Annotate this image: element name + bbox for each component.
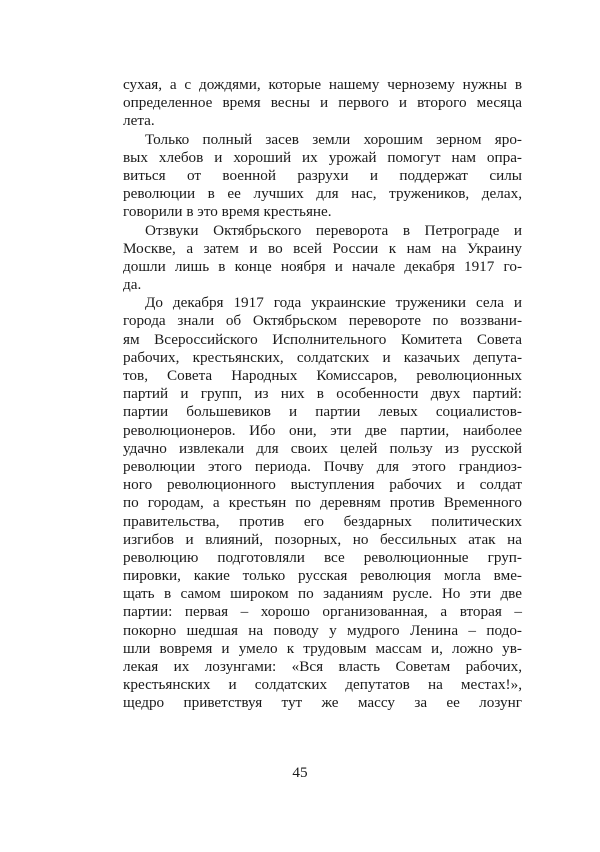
text-line: щедро приветствуя тут же массу за ее лозунг	[123, 694, 522, 712]
text-line: говорили в это время крестьяне.	[123, 203, 332, 221]
text-line: лекая их лозунгами: «Вся власть Советам рабочих,	[123, 658, 522, 675]
text-line: революции в ее лучших для нас, тружеников, делах,	[123, 185, 522, 203]
text-line: города знали об Октябрьском перевороте по воззвани-	[123, 312, 522, 330]
text-line: по городам, а крестьян по деревням против Временного	[123, 494, 522, 512]
text-line: определенное время весны и первого и второго месяца	[123, 94, 522, 112]
text-line: революционеров. Ибо они, эти две партии, наиболее	[123, 421, 522, 439]
page-body-text	[123, 76, 522, 713]
text-line: крестьянских и солдатских депутатов на местах!»,	[123, 676, 522, 694]
text-line: Отзвуки Октябрьского переворота в Петрограде и	[145, 221, 522, 239]
text-line: революции этого периода. Почву для этого грандиоз-	[123, 457, 522, 475]
text-line: пировки, какие только русская революция могла вме-	[123, 567, 522, 585]
text-line: лета.	[123, 112, 155, 130]
text-line: Москве, а затем и во всей России к нам на Украину	[123, 239, 522, 257]
text-line: виться от военной разрухи и поддержат силы	[123, 166, 522, 184]
text-line: революцию подготовляли все революционные груп-	[123, 548, 522, 566]
text-line: правительства, против его бездарных политических	[123, 512, 522, 530]
text-line: партий и групп, из них в особенности двух партий:	[123, 385, 522, 403]
text-line: До декабря 1917 года украинские труженики села и	[145, 294, 522, 312]
text-line: сухая, а с дождями, которые нашему чернозему нужны в	[123, 76, 522, 93]
text-line: ям Всероссийского Исполнительного Комитета Совета	[123, 330, 522, 348]
text-line: покорно шедшая на поводу у мудрого Ленина – подо-	[123, 621, 522, 639]
text-line: дошли лишь в конце ноября и начале декабря 1917 го-	[123, 257, 522, 275]
text-line: изгибов и влияний, позорных, но бессильных атак на	[123, 530, 522, 548]
text-line: рабочих, крестьянских, солдатских и казачьих депута-	[123, 348, 522, 366]
text-line: да.	[123, 276, 142, 294]
page-number: 45	[292, 764, 308, 781]
text-line: вых хлебов и хороший их урожай помогут нам опра-	[123, 148, 522, 166]
text-line: ного революционного выступления рабочих и солдат	[123, 476, 522, 494]
text-line: шли вовремя и умело к трудовым массам и, ложно ув-	[123, 639, 522, 657]
text-line: Только полный засев земли хорошим зерном яро-	[145, 130, 522, 148]
text-line: удачно извлекали для своих целей пользу из русской	[123, 439, 522, 457]
text-line: партии: первая – хорошо организованная, а вторая –	[123, 603, 522, 621]
text-line: щать в самом широком по заданиям русле. Но эти две	[123, 585, 522, 603]
text-line: тов, Совета Народных Комиссаров, революционных	[123, 367, 522, 384]
text-line: партии большевиков и партии левых социалистов-	[123, 403, 522, 421]
